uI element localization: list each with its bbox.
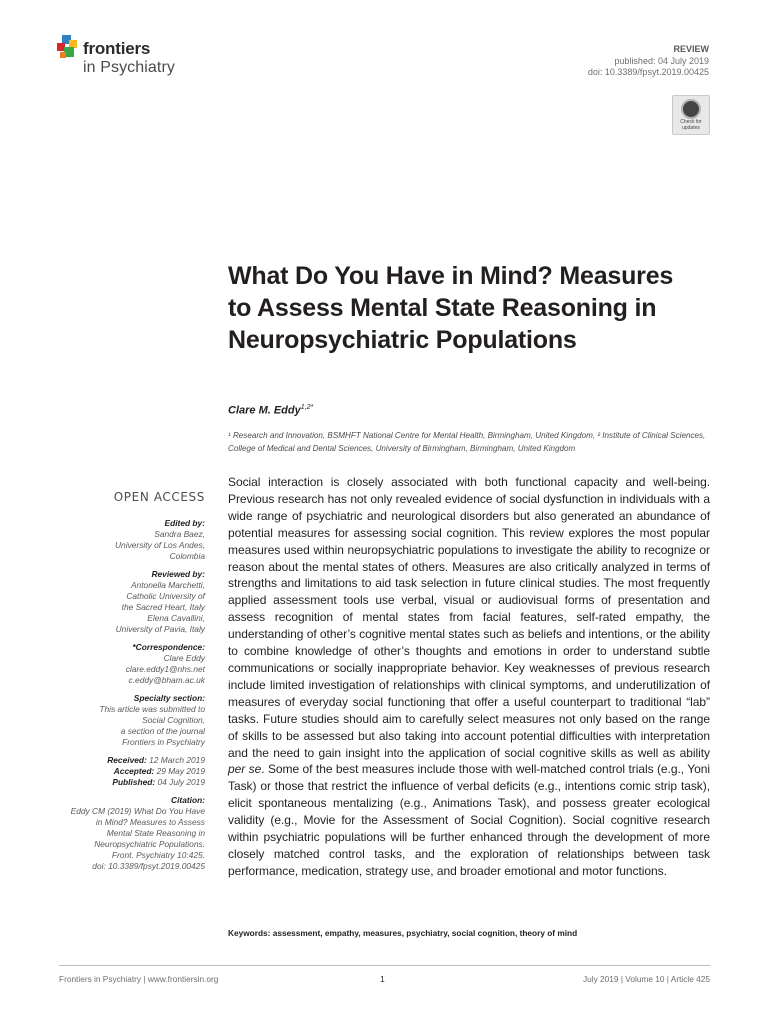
check-label-1: Check for [680, 119, 702, 125]
citation-label: Citation: [171, 795, 205, 805]
citation-line: in Mind? Measures to Assess [95, 817, 205, 827]
author-name[interactable]: Clare M. Eddy [228, 404, 301, 417]
citation-line: Mental State Reasoning in [106, 828, 205, 838]
citation-line: Eddy CM (2019) What Do You Have [70, 806, 205, 816]
frontiers-logo-icon [57, 35, 79, 61]
specialty-section-label: Specialty section: [133, 693, 205, 703]
article-meta [588, 44, 709, 79]
accepted-date: Accepted: 29 May 2019 [113, 766, 205, 776]
footer-journal-link[interactable]: Frontiers in Psychiatry | www.frontiersin.org [59, 974, 219, 984]
article-title: What Do You Have in Mind? Measures to Assess Mental State Reasoning in Neuropsychiatric Populations [228, 262, 674, 354]
footer-divider [59, 965, 710, 966]
citation-line: Neuropsychiatric Populations. [94, 839, 205, 849]
logo-journal-name: in Psychiatry [83, 59, 175, 76]
editor-line: Sandra Baez, [154, 529, 205, 539]
published-date-sidebar: Published: 04 July 2019 [112, 777, 205, 787]
article-info-sidebar [45, 492, 205, 872]
bookmark-check-icon [681, 99, 701, 119]
editor-line: University of Los Andes, [115, 540, 205, 550]
open-access-label: OPEN ACCESS [113, 490, 205, 504]
abstract-text: Social interaction is closely associated with both functional capacity and well-being. Previous research has not only revealed evidence of social dysfunction in individuals with a wide range of psychiatric and neurological disorders but also generated an abundance of potential measures for assessing social cognition. This review explores the most popular measures used within neuropsychiatric populations to investigate the ability to recognize or reason about the mental states of others. Measures are also critically analyzed in terms of strengths and limitations to aid task selection in future clinical studies. The most frequently applied assessment tools use verbal, visual or audiovisual forms of presentation and assess recognition of mental states from facial features, self-rated empathy, the understanding of other’s cognitive mental states such as beliefs and intentions, or the ability to combine knowledge of other’s thoughts and emotions in order to understand subtle communications or socially inappropriate behavior. Key weaknesses of previous research include limited investigation of relationships with clinical symptoms, and underutilization of measures of everyday social functioning that offer a useful counterpart to traditional “lab” tasks. Future studies should aim to carefully select measures not only based on the range of skills to be assessed but also taking into account potential difficulties with interpretation and the need to gain insight into the application of social cognitive skills as well as ability per se. Some of the best measures include those with well-matched control trials (e.g., Yoni Task) or those that restrict the influence of verbal deficits (e.g., intentions comic strip task), elicit spontaneous mentalizing (e.g., Animations Task), and possess greater ecological validity (e.g., Movie for the Assessment of Social Cognition). Social cognitive research within psychiatric populations will be further enhanced through the development of more closely matched control tasks, and the exploration of relationships between task performance, medication, strategy use, and broader emotional and motor functions. [228, 475, 710, 878]
citation-line: Front. Psychiatry 10:425. [111, 850, 205, 860]
journal-logo [57, 33, 207, 81]
logo-brand: frontiers [83, 39, 151, 58]
correspondence-email-link[interactable]: c.eddy@bham.ac.uk [128, 675, 205, 685]
reviewer-line: University of Pavia, Italy [115, 624, 205, 634]
published-date: published: 04 July 2019 [614, 55, 709, 66]
check-label-2: updates [682, 124, 700, 131]
correspondence-label: *Correspondence: [132, 642, 205, 652]
affiliations: ¹ Research and Innovation, BSMHFT National Centre for Mental Health, Birmingham, United Kingdom, ² Institute of Clinical Sciences, College of Medical and Dental Sciences, University of Birmingham, Birmingham, United Kingdom [228, 431, 706, 453]
keywords: Keywords: assessment, empathy, measures, psychiatry, social cognition, theory of mind [228, 928, 578, 938]
article-type: REVIEW [673, 44, 709, 54]
specialty-line: This article was submitted to [99, 704, 205, 714]
specialty-line: Frontiers in Psychiatry [122, 737, 205, 747]
editor-line: Colombia [169, 551, 205, 561]
edited-by-label: Edited by: [164, 518, 205, 528]
check-for-updates-button[interactable] [672, 95, 710, 135]
correspondence-name: Clare Eddy [163, 653, 205, 663]
citation-doi-link[interactable]: doi: 10.3389/fpsyt.2019.00425 [92, 861, 205, 871]
reviewer-line: Antonella Marchetti, [130, 580, 205, 590]
article-doi[interactable]: doi: 10.3389/fpsyt.2019.00425 [587, 67, 709, 77]
correspondence-email-link[interactable]: clare.eddy1@nhs.net [125, 664, 205, 674]
reviewer-line: Catholic University of [126, 591, 205, 601]
page-number: 1 [380, 974, 385, 984]
author-line [228, 404, 313, 417]
specialty-line: Social Cognition, [142, 715, 205, 725]
footer-volume-info: July 2019 | Volume 10 | Article 425 [583, 974, 710, 984]
reviewer-line: the Sacred Heart, Italy [121, 602, 205, 612]
received-date: Received: 12 March 2019 [107, 755, 205, 765]
author-affiliation-marker: 1,2* [300, 404, 314, 411]
reviewer-line: Elena Cavallini, [147, 613, 205, 623]
reviewed-by-label: Reviewed by: [151, 569, 205, 579]
specialty-line: a section of the journal [120, 726, 205, 736]
